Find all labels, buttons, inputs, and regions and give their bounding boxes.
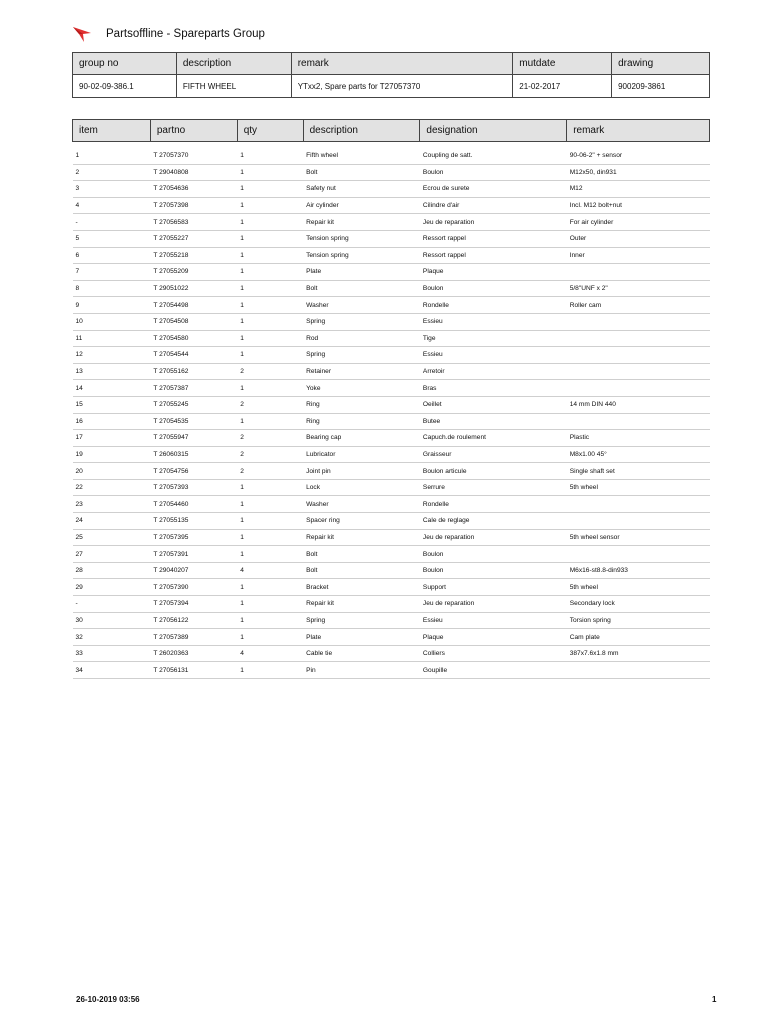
- table-cell: 11: [73, 330, 151, 347]
- table-cell: 14: [73, 380, 151, 397]
- table-cell: 10: [73, 313, 151, 330]
- table-cell: T 27057387: [150, 380, 237, 397]
- table-row: [73, 596, 710, 613]
- table-cell: Bolt: [303, 562, 420, 579]
- table-cell: T 27056122: [150, 612, 237, 629]
- table-cell: [567, 380, 710, 397]
- table-row: [73, 496, 710, 513]
- table-cell: 2: [73, 164, 151, 181]
- table-cell: [567, 662, 710, 679]
- table-cell: For air cylinder: [567, 214, 710, 231]
- table-cell: Single shaft set: [567, 463, 710, 480]
- table-cell: 1: [237, 230, 303, 247]
- table-cell: Spring: [303, 347, 420, 364]
- table-cell: 1: [237, 297, 303, 314]
- table-cell: 2: [237, 396, 303, 413]
- table-cell: T 27054498: [150, 297, 237, 314]
- parts-table-body: [73, 142, 710, 679]
- table-cell: Washer: [303, 297, 420, 314]
- table-row: [73, 479, 710, 496]
- red-arrow-logo-icon: [72, 25, 92, 43]
- table-cell: 2: [237, 363, 303, 380]
- table-cell: 4: [237, 562, 303, 579]
- table-cell: Essieu: [420, 347, 567, 364]
- table-row: [73, 446, 710, 463]
- table-cell: 5/8"UNF x 2": [567, 280, 710, 297]
- group-header-cell: group no: [73, 53, 177, 75]
- group-header-cell: remark: [291, 53, 513, 75]
- table-row: [73, 181, 710, 198]
- table-cell: Ring: [303, 396, 420, 413]
- table-cell: 27: [73, 546, 151, 563]
- table-cell: -: [73, 596, 151, 613]
- group-header-cell: drawing: [612, 53, 710, 75]
- table-cell: Oeillet: [420, 396, 567, 413]
- group-data-cell: 21-02-2017: [513, 75, 612, 98]
- table-cell: Bolt: [303, 280, 420, 297]
- table-row: [73, 330, 710, 347]
- table-cell: Bolt: [303, 164, 420, 181]
- table-cell: Repair kit: [303, 214, 420, 231]
- table-cell: 28: [73, 562, 151, 579]
- table-cell: Rondelle: [420, 496, 567, 513]
- table-cell: Air cylinder: [303, 197, 420, 214]
- table-cell: 1: [237, 612, 303, 629]
- table-cell: 1: [237, 513, 303, 530]
- table-cell: T 27057390: [150, 579, 237, 596]
- table-cell: Joint pin: [303, 463, 420, 480]
- table-cell: Cilindre d'air: [420, 197, 567, 214]
- parts-table: [72, 119, 710, 679]
- table-row: [73, 579, 710, 596]
- table-cell: Spring: [303, 612, 420, 629]
- table-cell: Cable tie: [303, 645, 420, 662]
- table-cell: [567, 496, 710, 513]
- table-cell: 13: [73, 363, 151, 380]
- table-cell: 1: [237, 164, 303, 181]
- group-data-cell: 90-02-09-386.1: [73, 75, 177, 98]
- parts-header-cell: qty: [237, 120, 303, 142]
- table-cell: T 27056131: [150, 662, 237, 679]
- table-cell: T 27055135: [150, 513, 237, 530]
- table-cell: Jeu de reparation: [420, 596, 567, 613]
- table-cell: Tension spring: [303, 247, 420, 264]
- table-cell: Pin: [303, 662, 420, 679]
- table-cell: Goupille: [420, 662, 567, 679]
- table-cell: Ressort rappel: [420, 247, 567, 264]
- table-row: [73, 264, 710, 281]
- parts-header-cell: remark: [567, 120, 710, 142]
- parts-header-cell: designation: [420, 120, 567, 142]
- table-cell: 4: [237, 645, 303, 662]
- table-cell: 1: [237, 596, 303, 613]
- table-cell: Rod: [303, 330, 420, 347]
- table-cell: [567, 264, 710, 281]
- table-cell: [567, 313, 710, 330]
- table-cell: 1: [237, 347, 303, 364]
- table-cell: Support: [420, 579, 567, 596]
- table-cell: Arretoir: [420, 363, 567, 380]
- table-cell: 12: [73, 347, 151, 364]
- table-cell: T 27054535: [150, 413, 237, 430]
- table-row: [73, 347, 710, 364]
- table-cell: Boulon: [420, 280, 567, 297]
- table-row: [73, 280, 710, 297]
- table-cell: [567, 347, 710, 364]
- table-row: [73, 148, 710, 164]
- table-cell: Jeu de reparation: [420, 529, 567, 546]
- table-cell: T 27057389: [150, 629, 237, 646]
- table-cell: Repair kit: [303, 529, 420, 546]
- table-cell: Safety nut: [303, 181, 420, 198]
- table-cell: Secondary lock: [567, 596, 710, 613]
- table-cell: Bras: [420, 380, 567, 397]
- table-cell: 1: [237, 380, 303, 397]
- table-cell: 25: [73, 529, 151, 546]
- table-cell: 1: [237, 280, 303, 297]
- table-cell: 1: [237, 148, 303, 164]
- table-cell: [567, 513, 710, 530]
- page-number: 1: [712, 995, 717, 1004]
- table-cell: 90-06-2" + sensor: [567, 148, 710, 164]
- table-row: [73, 413, 710, 430]
- table-cell: Boulon articule: [420, 463, 567, 480]
- table-cell: 20: [73, 463, 151, 480]
- table-row: [73, 463, 710, 480]
- table-row: [73, 562, 710, 579]
- group-data-row: [73, 75, 710, 98]
- table-row: [73, 430, 710, 447]
- table-row: [73, 363, 710, 380]
- page-header: [72, 22, 265, 46]
- table-row: [73, 230, 710, 247]
- table-cell: T 27054544: [150, 347, 237, 364]
- table-cell: T 27057370: [150, 148, 237, 164]
- table-cell: T 27054460: [150, 496, 237, 513]
- table-cell: [567, 363, 710, 380]
- page-title: Partsoffline - Spareparts Group: [106, 28, 265, 40]
- table-row: [73, 529, 710, 546]
- table-cell: Inner: [567, 247, 710, 264]
- table-row: [73, 247, 710, 264]
- table-cell: Essieu: [420, 313, 567, 330]
- table-cell: Boulon: [420, 164, 567, 181]
- table-cell: 1: [237, 313, 303, 330]
- table-cell: Repair kit: [303, 596, 420, 613]
- group-data-cell: FIFTH WHEEL: [176, 75, 291, 98]
- table-cell: 14 mm DIN 440: [567, 396, 710, 413]
- table-cell: M8x1.00 45°: [567, 446, 710, 463]
- table-cell: Torsion spring: [567, 612, 710, 629]
- table-cell: Rondelle: [420, 297, 567, 314]
- table-cell: T 27054756: [150, 463, 237, 480]
- table-cell: Ressort rappel: [420, 230, 567, 247]
- table-cell: Jeu de reparation: [420, 214, 567, 231]
- table-cell: Bearing cap: [303, 430, 420, 447]
- table-cell: 1: [237, 330, 303, 347]
- parts-header-cell: item: [73, 120, 151, 142]
- table-cell: T 27057395: [150, 529, 237, 546]
- group-info-table: [72, 52, 710, 98]
- table-cell: 1: [237, 529, 303, 546]
- group-data-cell: 900209-3861: [612, 75, 710, 98]
- table-cell: 30: [73, 612, 151, 629]
- table-cell: 16: [73, 413, 151, 430]
- table-cell: 8: [73, 280, 151, 297]
- table-cell: Plastic: [567, 430, 710, 447]
- table-cell: 29: [73, 579, 151, 596]
- table-cell: 1: [237, 197, 303, 214]
- table-cell: T 29051022: [150, 280, 237, 297]
- table-row: [73, 297, 710, 314]
- table-cell: T 27057398: [150, 197, 237, 214]
- table-cell: 33: [73, 645, 151, 662]
- footer-timestamp: 26-10-2019 03:56: [76, 995, 140, 1004]
- table-cell: 24: [73, 513, 151, 530]
- table-cell: Lubricator: [303, 446, 420, 463]
- table-cell: T 27054580: [150, 330, 237, 347]
- table-cell: 1: [237, 579, 303, 596]
- table-cell: 1: [237, 264, 303, 281]
- table-cell: 32: [73, 629, 151, 646]
- table-cell: 1: [237, 413, 303, 430]
- table-cell: Boulon: [420, 546, 567, 563]
- table-cell: 1: [237, 479, 303, 496]
- table-cell: M6x16-st8.8-din933: [567, 562, 710, 579]
- table-cell: Coupling de satt.: [420, 148, 567, 164]
- table-cell: Essieu: [420, 612, 567, 629]
- table-row: [73, 612, 710, 629]
- table-cell: Incl. M12 bolt+nut: [567, 197, 710, 214]
- table-cell: T 26020363: [150, 645, 237, 662]
- table-cell: Outer: [567, 230, 710, 247]
- table-row: [73, 662, 710, 679]
- table-cell: T 27055227: [150, 230, 237, 247]
- table-row: [73, 513, 710, 530]
- table-cell: 1: [237, 546, 303, 563]
- table-cell: Capuch.de roulement: [420, 430, 567, 447]
- table-cell: Retainer: [303, 363, 420, 380]
- table-cell: 3: [73, 181, 151, 198]
- table-cell: 1: [237, 247, 303, 264]
- table-cell: Washer: [303, 496, 420, 513]
- table-cell: 1: [237, 214, 303, 231]
- table-cell: 2: [237, 446, 303, 463]
- table-row: [73, 645, 710, 662]
- table-cell: T 27054636: [150, 181, 237, 198]
- table-row: [73, 396, 710, 413]
- table-cell: Butee: [420, 413, 567, 430]
- parts-header-cell: description: [303, 120, 420, 142]
- table-cell: T 27057393: [150, 479, 237, 496]
- parts-header-cell: partno: [150, 120, 237, 142]
- table-cell: T 27054508: [150, 313, 237, 330]
- table-cell: Serrure: [420, 479, 567, 496]
- table-row: [73, 197, 710, 214]
- table-cell: Ring: [303, 413, 420, 430]
- table-cell: 4: [73, 197, 151, 214]
- table-cell: 5th wheel: [567, 579, 710, 596]
- table-cell: 7: [73, 264, 151, 281]
- table-cell: 5th wheel: [567, 479, 710, 496]
- table-cell: Bolt: [303, 546, 420, 563]
- table-row: [73, 380, 710, 397]
- table-cell: 2: [237, 430, 303, 447]
- table-cell: 387x7.6x1.8 mm: [567, 645, 710, 662]
- table-cell: Plaque: [420, 629, 567, 646]
- table-cell: T 27055245: [150, 396, 237, 413]
- table-cell: T 27055209: [150, 264, 237, 281]
- table-cell: Plate: [303, 629, 420, 646]
- group-data-cell: YTxx2, Spare parts for T27057370: [291, 75, 513, 98]
- table-cell: Plaque: [420, 264, 567, 281]
- table-cell: Fifth wheel: [303, 148, 420, 164]
- table-cell: 9: [73, 297, 151, 314]
- table-cell: Yoke: [303, 380, 420, 397]
- table-cell: [567, 330, 710, 347]
- table-cell: Cale de reglage: [420, 513, 567, 530]
- table-cell: 34: [73, 662, 151, 679]
- table-cell: M12: [567, 181, 710, 198]
- table-row: [73, 313, 710, 330]
- group-header-row: [73, 53, 710, 75]
- group-header-cell: mutdate: [513, 53, 612, 75]
- table-cell: [567, 413, 710, 430]
- table-cell: Roller cam: [567, 297, 710, 314]
- table-cell: M12x50, din931: [567, 164, 710, 181]
- table-cell: Ecrou de surete: [420, 181, 567, 198]
- table-cell: Bracket: [303, 579, 420, 596]
- table-cell: Tige: [420, 330, 567, 347]
- table-cell: [567, 546, 710, 563]
- table-cell: 1: [237, 496, 303, 513]
- parts-header-row: [73, 120, 710, 142]
- table-cell: 1: [237, 181, 303, 198]
- table-cell: 6: [73, 247, 151, 264]
- table-cell: -: [73, 214, 151, 231]
- table-row: [73, 546, 710, 563]
- table-row: [73, 214, 710, 231]
- table-cell: Tension spring: [303, 230, 420, 247]
- table-cell: 1: [237, 662, 303, 679]
- table-cell: 22: [73, 479, 151, 496]
- table-cell: 19: [73, 446, 151, 463]
- table-row: [73, 164, 710, 181]
- table-cell: Boulon: [420, 562, 567, 579]
- table-row: [73, 629, 710, 646]
- table-cell: T 27055947: [150, 430, 237, 447]
- table-cell: T 26060315: [150, 446, 237, 463]
- table-cell: T 27057391: [150, 546, 237, 563]
- table-cell: Colliers: [420, 645, 567, 662]
- table-cell: 15: [73, 396, 151, 413]
- table-cell: T 29040808: [150, 164, 237, 181]
- table-cell: Cam plate: [567, 629, 710, 646]
- table-cell: 1: [73, 148, 151, 164]
- table-cell: 5th wheel sensor: [567, 529, 710, 546]
- table-cell: Graisseur: [420, 446, 567, 463]
- table-cell: 17: [73, 430, 151, 447]
- table-cell: 23: [73, 496, 151, 513]
- table-cell: 5: [73, 230, 151, 247]
- table-cell: T 27055162: [150, 363, 237, 380]
- group-header-cell: description: [176, 53, 291, 75]
- table-cell: 2: [237, 463, 303, 480]
- table-cell: T 27055218: [150, 247, 237, 264]
- table-cell: Spacer ring: [303, 513, 420, 530]
- table-cell: Plate: [303, 264, 420, 281]
- table-cell: Lock: [303, 479, 420, 496]
- table-cell: T 27056583: [150, 214, 237, 231]
- table-cell: T 27057394: [150, 596, 237, 613]
- table-cell: T 29040207: [150, 562, 237, 579]
- table-cell: 1: [237, 629, 303, 646]
- table-cell: Spring: [303, 313, 420, 330]
